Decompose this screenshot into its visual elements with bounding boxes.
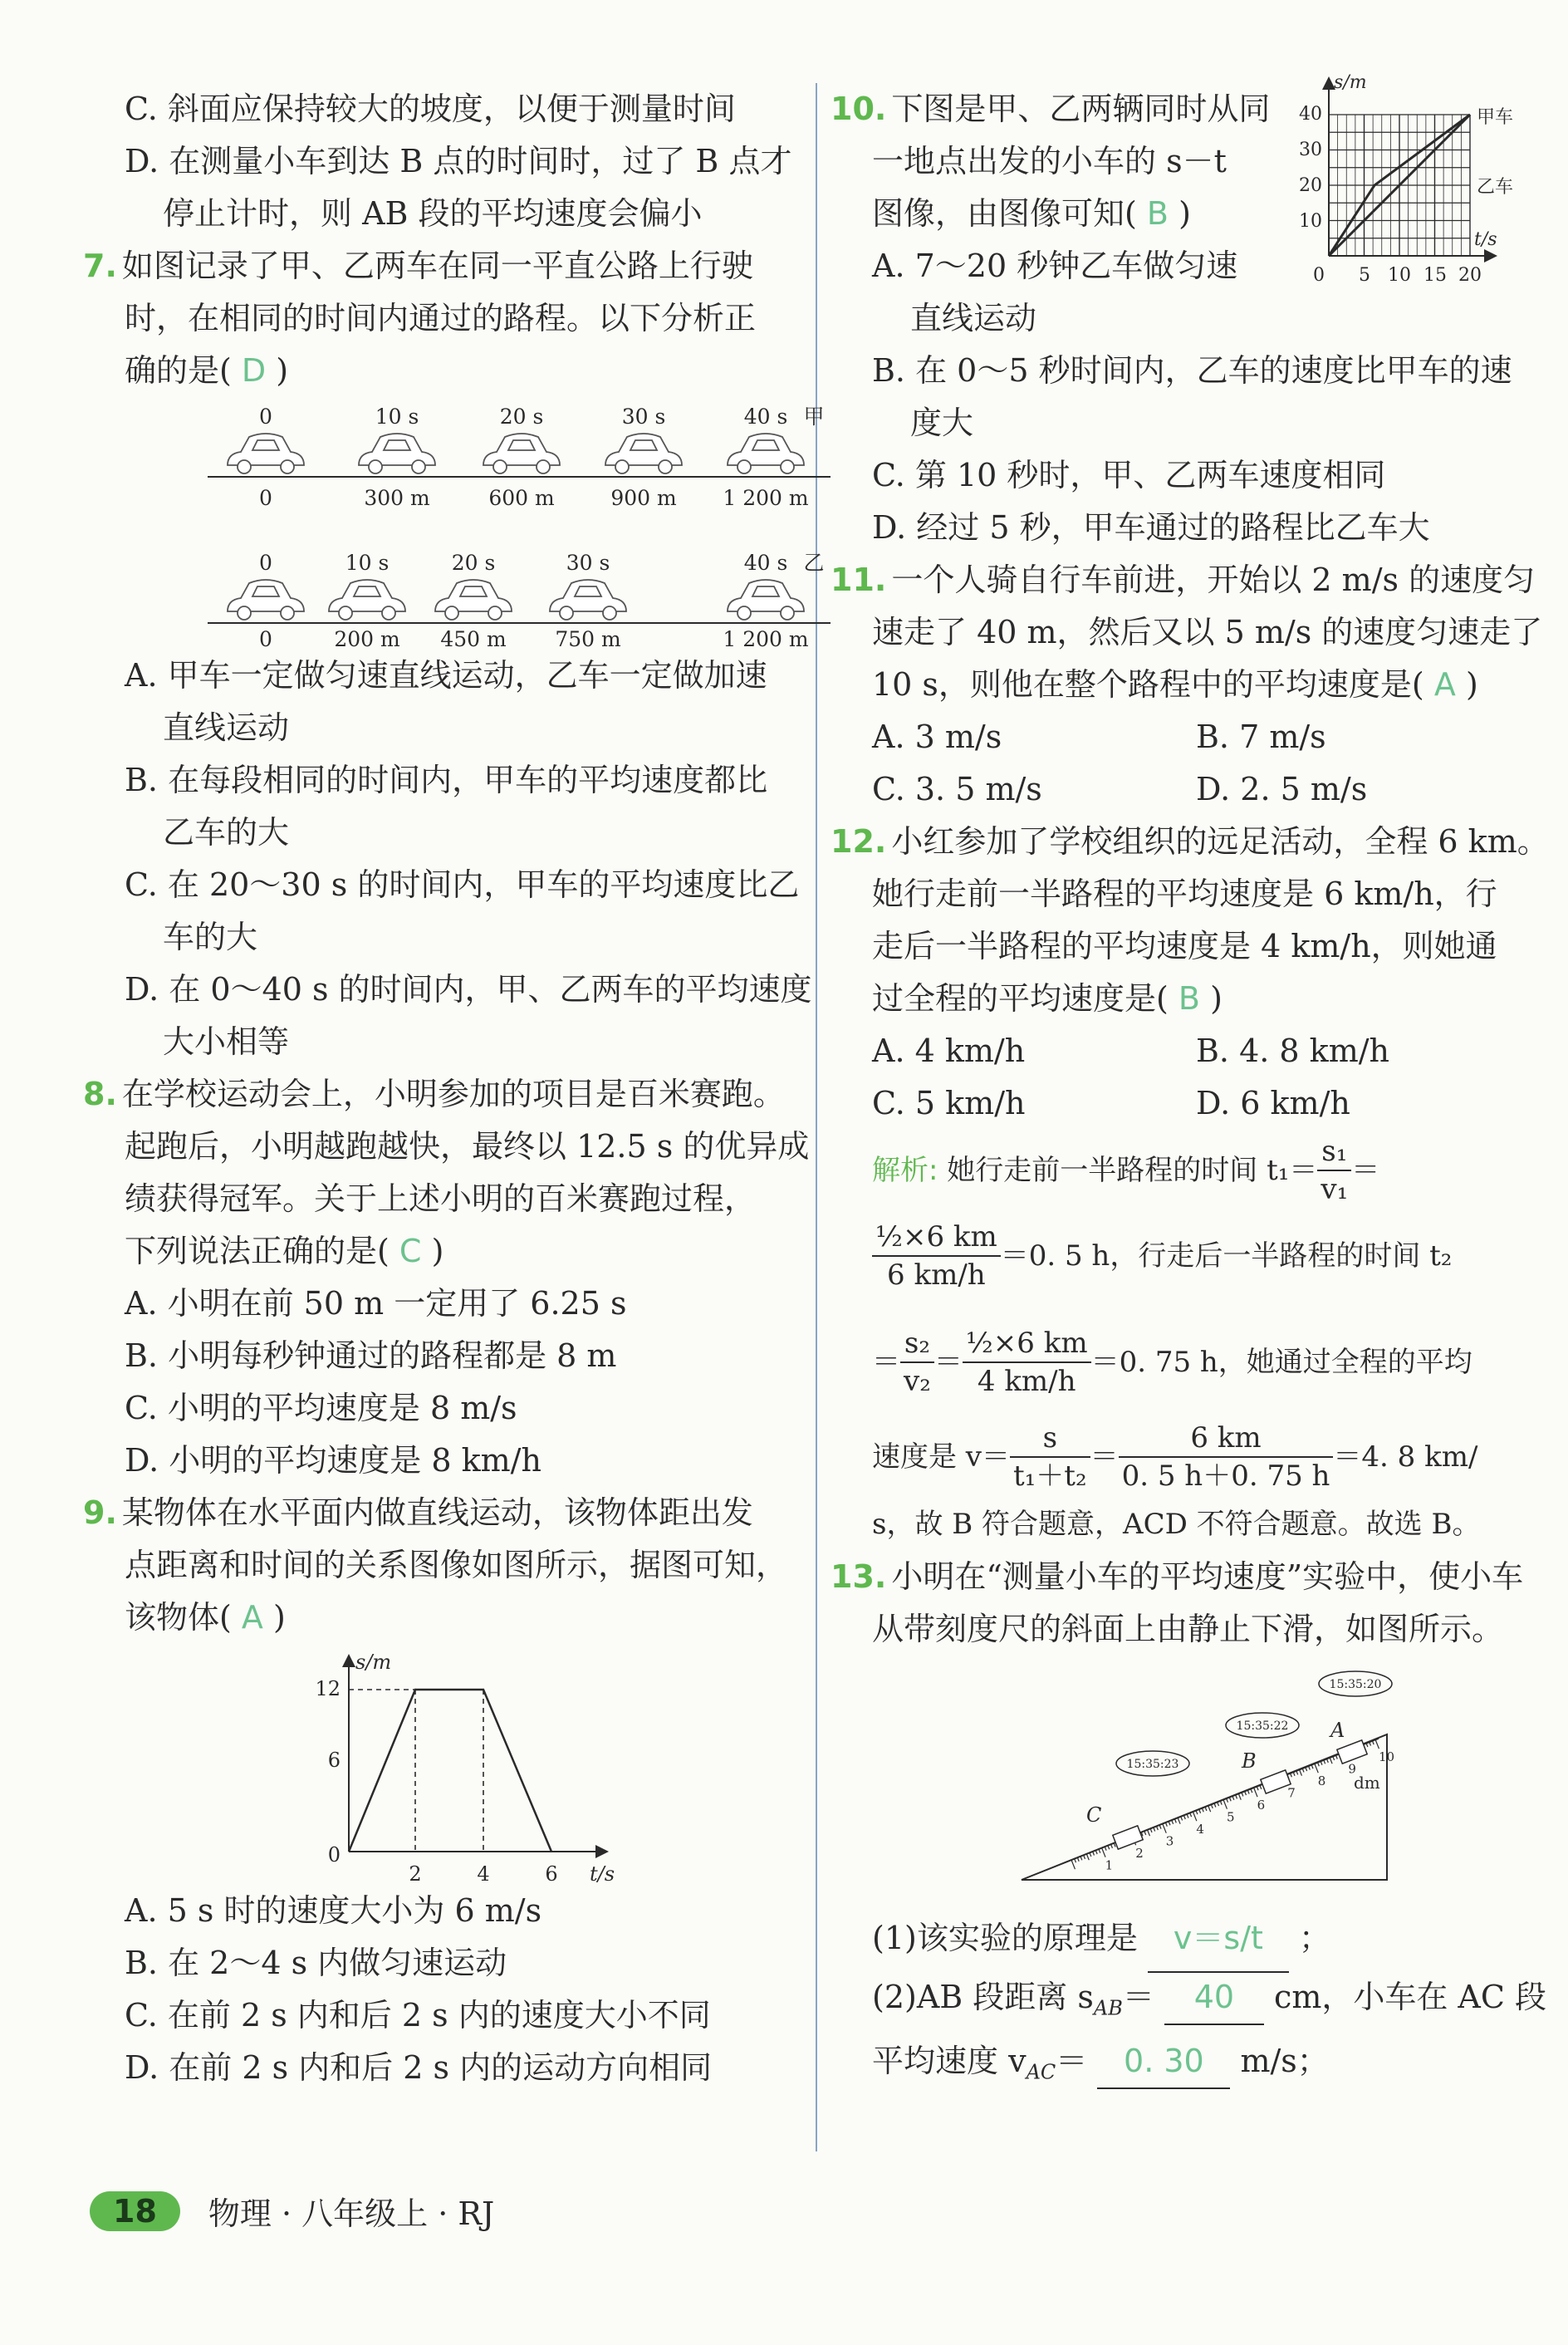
q10-graph-svg — [1299, 66, 1545, 291]
q10-ylabel: s/m — [1334, 72, 1367, 93]
q9-graph-svg — [307, 1644, 623, 1885]
q9-option-c: C. 在前 2 s 内和后 2 s 内的速度大小不同 — [125, 1997, 711, 2033]
q7-option-d: D. 在 0～40 s 的时间内，甲、乙两车的平均速度 — [125, 971, 812, 1008]
ramp-tick-4: 4 — [1196, 1822, 1204, 1837]
q10-xtick-10: 10 — [1388, 265, 1411, 286]
q10-ytick-30: 30 — [1299, 140, 1322, 160]
q10-xtick-0: 0 — [1313, 265, 1325, 286]
jia-time-3: 30 s — [621, 405, 666, 429]
clock-c: 15:35:23 — [1126, 1758, 1179, 1771]
column-divider — [816, 83, 817, 2151]
q7-stem: 7. 如图记录了甲、乙两车在同一平直公路上行驶 — [83, 248, 753, 284]
q12-option-a: A. 4 km/h — [872, 1033, 1026, 1069]
q7-stem-3: 确的是( D ) — [125, 352, 289, 389]
yi-dist-0: 0 — [259, 627, 272, 651]
q12-option-c: C. 5 km/h — [872, 1085, 1026, 1121]
q9-stem-3: 该物体( A ) — [125, 1599, 286, 1636]
jia-time-0: 0 — [259, 405, 272, 429]
ramp-tick-2: 2 — [1135, 1846, 1144, 1861]
q10-xtick-15: 15 — [1423, 265, 1447, 286]
q10-stem-3: 图像，由图像可知( B ) — [872, 195, 1191, 232]
jia-car-4 — [728, 434, 804, 473]
jia-dist-0: 0 — [259, 486, 272, 510]
q12-stem-4: 过全程的平均速度是( B ) — [872, 980, 1223, 1017]
q13-ramp-svg — [1013, 1656, 1395, 1905]
yi-car-2 — [435, 580, 512, 620]
q12-options-ab — [831, 1025, 1545, 1077]
q9-ytick-6: 6 — [327, 1749, 341, 1772]
q13-answer-3: 0. 30 — [1124, 2042, 1204, 2079]
yi-label: 乙 — [803, 551, 825, 575]
yi-time-2: 20 s — [451, 551, 496, 575]
ramp-tick-5: 5 — [1227, 1809, 1235, 1825]
q9-xtick-6: 6 — [545, 1862, 558, 1886]
q9-graph-line — [349, 1690, 551, 1852]
left-column — [83, 83, 825, 2094]
q7-answer: D — [241, 352, 267, 389]
q7-option-b-cont: 乙车的大 — [163, 814, 290, 851]
q11-stem: 11. 一个人骑自行车前进，开始以 2 m/s 的速度匀 — [831, 562, 1536, 598]
q10-option-b-cont: 度大 — [910, 405, 974, 441]
q7-option-b: B. 在每段相同的时间内，甲车的平均速度都比 — [125, 762, 768, 798]
point-a: A — [1330, 1719, 1345, 1742]
q10-answer: B — [1146, 195, 1169, 232]
q13-number: 13. — [831, 1558, 887, 1595]
ramp-tick-9: 9 — [1348, 1761, 1356, 1777]
q10-yi-label: 乙车 — [1477, 177, 1514, 198]
q13-part2: (2)AB 段距离 $s_{AB}= 40$ cm，小车在 AC 段 — [831, 1971, 1545, 2035]
yi-time-3: 30 s — [566, 551, 610, 575]
ramp-tick-7: 7 — [1287, 1785, 1296, 1801]
q13-answer-1: v＝s/t — [1173, 1920, 1263, 1956]
jia-time-1: 10 s — [375, 405, 419, 429]
q13-stem: 13. 小明在“测量小车的平均速度”实验中，使小车 — [831, 1558, 1524, 1595]
q10-graph — [1299, 66, 1545, 291]
q12-option-d: D. 6 km/h — [1196, 1085, 1350, 1121]
q10-option-b: B. 在 0～5 秒时间内，乙车的速度比甲车的速 — [872, 352, 1512, 389]
q12-analysis: 解析: 她行走前一半路程的时间 t₁＝ $\frac{\text{s₁}}{\text{v₁}}$ ＝ $\frac{\text{½×6 km}}{6 km/h}$ ＝0. 5 h，行走后一半路程的时间 t₂ ＝ $\frac{\text{s₂}}{\text{v₂}}$ ＝ $\frac{\text{½×6 km}}{4 km/h}$ ＝0. 75 h，她通过全程的平均 速度是 v＝ $\frac{s}{\text{t₁＋t₂}}$ ＝ $\frac{6 km}{0. 5 h+0. 75 h}$ ＝4. 8 km/ s，故 B 符合题意，ACD 不符合题意。故选 B。 — [831, 1138, 1545, 1551]
q9-xtick-2: 2 — [409, 1862, 422, 1886]
q11-option-d: D. 2. 5 m/s — [1196, 771, 1368, 807]
yi-dist-4: 1 200 m — [723, 627, 809, 651]
q10-xtick-5: 5 — [1359, 265, 1370, 286]
analysis-conclusion: s，故 B 符合题意，ACD 不符合题意。故选 B。 — [872, 1508, 1481, 1541]
q10-stem-2: 一地点出发的小车的 s－t — [872, 143, 1227, 179]
yi-car-1 — [329, 580, 405, 620]
yi-car-0 — [228, 580, 304, 620]
q11-stem-2: 速走了 40 m，然后又以 5 m/s 的速度匀速走了 — [872, 614, 1543, 650]
ramp-tick-1: 1 — [1105, 1857, 1114, 1873]
book-info: 物理 · 八年级上 · RJ — [208, 2195, 495, 2232]
q8-stem-4: 下列说法正确的是( C ) — [125, 1233, 444, 1269]
right-column — [831, 72, 1549, 2098]
jia-time-2: 20 s — [499, 405, 544, 429]
q7-option-a: A. 甲车一定做匀速直线运动，乙车一定做加速 — [125, 657, 767, 694]
q10-number: 10. — [831, 91, 887, 127]
q8-option-c: C. 小明的平均速度是 8 m/s — [125, 1390, 517, 1426]
q7-stem-2: 时，在相同的时间内通过的路程。以下分析正 — [125, 300, 757, 336]
ramp-tick-6: 6 — [1257, 1798, 1266, 1813]
q9-ytick-12: 12 — [315, 1677, 341, 1700]
q6-option-c: C. 斜面应保持较大的坡度，以便于测量时间 — [125, 91, 736, 127]
q11-option-c: C. 3. 5 m/s — [872, 771, 1042, 807]
q9-number: 9. — [83, 1494, 117, 1531]
q13-part1: (1)该实验的原理是 v＝s/t ； — [831, 1905, 1545, 1971]
q10-xlabel: t/s — [1474, 229, 1497, 250]
jia-dist-1: 300 m — [364, 486, 430, 510]
yi-time-0: 0 — [259, 551, 272, 575]
q7-number: 7. — [83, 248, 117, 284]
q13-part2-cont: 平均速度 $v_{AC}= 0$. 30 m/s； — [831, 2035, 1545, 2099]
q9-xtick-4: 4 — [477, 1862, 490, 1886]
q10-ytick-40: 40 — [1299, 104, 1322, 125]
q9-xlabel: t/s — [590, 1862, 615, 1886]
q11-option-a: A. 3 m/s — [872, 719, 1002, 755]
jia-car-3 — [605, 434, 682, 473]
ramp-tick-8: 8 — [1317, 1773, 1326, 1788]
jia-car-0 — [228, 434, 304, 473]
q8-stem-2: 起跑后，小明越跑越快，最终以 12.5 s 的优异成 — [125, 1128, 810, 1165]
q7-car-svg — [141, 397, 825, 651]
point-b: B — [1242, 1749, 1257, 1773]
q9-graph — [307, 1644, 806, 1885]
q9-stem-2: 点距离和时间的关系图像如图所示，据图可知， — [125, 1547, 788, 1583]
q10-ytick-20: 20 — [1299, 175, 1322, 196]
q9-option-d: D. 在前 2 s 内和后 2 s 内的运动方向相同 — [125, 2049, 713, 2086]
jia-car-2 — [483, 434, 560, 473]
q11-number: 11. — [831, 562, 887, 598]
q9-ylabel: s/m — [355, 1651, 392, 1674]
q13-stem-2: 从带刻度尺的斜面上由静止下滑，如图所示。 — [872, 1611, 1504, 1647]
ramp-tick-10: 10 — [1379, 1749, 1395, 1764]
yi-car-3 — [550, 580, 626, 620]
q7-car-figure — [141, 397, 825, 651]
jia-label: 甲 — [803, 405, 825, 429]
q10-xtick-20: 20 — [1458, 265, 1482, 286]
q13-ramp-figure — [1013, 1656, 1545, 1905]
yi-time-1: 10 s — [345, 551, 390, 575]
jia-car-1 — [359, 434, 435, 473]
yi-dist-3: 750 m — [555, 627, 621, 651]
q13-answer-2: 40 — [1193, 1979, 1235, 2015]
q6-option-d: D. 在测量小车到达 B 点的时间时，过了 B 点才 — [125, 143, 792, 179]
q9-option-a: A. 5 s 时的速度大小为 6 m/s — [125, 1892, 542, 1929]
q10-option-a-cont: 直线运动 — [910, 300, 1037, 336]
jia-time-4: 40 s — [743, 405, 788, 429]
q12-option-b: B. 4. 8 km/h — [1196, 1033, 1390, 1069]
q10-stem: 10. 下图是甲、乙两辆同时从同 — [831, 91, 1271, 127]
q6-option-d-cont: 停止计时，则 AB 段的平均速度会偏小 — [163, 195, 703, 232]
clock-a: 15:35:20 — [1329, 1678, 1382, 1691]
ramp-unit: dm — [1354, 1773, 1380, 1793]
clock-b: 15:35:22 — [1236, 1720, 1289, 1733]
q8-answer: C — [399, 1233, 422, 1269]
q7-option-a-cont: 直线运动 — [163, 709, 290, 746]
point-c: C — [1086, 1803, 1102, 1827]
q11-options-cd — [831, 763, 1545, 816]
yi-car-4 — [728, 580, 804, 620]
yi-dist-1: 200 m — [334, 627, 400, 651]
q8-option-d: D. 小明的平均速度是 8 km/h — [125, 1442, 541, 1479]
q11-option-b: B. 7 m/s — [1196, 719, 1326, 755]
q10-ytick-10: 10 — [1299, 211, 1322, 232]
jia-dist-2: 600 m — [488, 486, 555, 510]
q7-option-c-cont: 车的大 — [163, 919, 258, 955]
q8-stem-3: 绩获得冠军。关于上述小明的百米赛跑过程， — [125, 1180, 757, 1217]
q8-option-b: B. 小明每秒钟通过的路程都是 8 m — [125, 1337, 617, 1374]
q11-options-ab — [831, 711, 1545, 763]
q12-answer: B — [1178, 980, 1200, 1017]
q8-stem: 8. 在学校运动会上，小明参加的项目是百米赛跑。 — [83, 1076, 785, 1112]
q10-option-d: D. 经过 5 秒，甲车通过的路程比乙车大 — [872, 509, 1430, 546]
q9-ytick-0: 0 — [327, 1843, 341, 1867]
q12-stem: 12. 小红参加了学校组织的远足活动，全程 6 km。 — [831, 823, 1549, 860]
q12-stem-3: 走后一半路程的平均速度是 4 km/h，则她通 — [872, 928, 1497, 964]
q11-answer: A — [1433, 666, 1456, 703]
q12-number: 12. — [831, 823, 887, 860]
q8-option-a: A. 小明在前 50 m 一定用了 6.25 s — [125, 1285, 627, 1322]
q9-stem: 9. 某物体在水平面内做直线运动，该物体距出发 — [83, 1494, 753, 1531]
jia-dist-3: 900 m — [610, 486, 677, 510]
q12-stem-2: 她行走前一半路程的平均速度是 6 km/h，行 — [872, 876, 1497, 912]
ramp-tick-3: 3 — [1165, 1833, 1174, 1849]
yi-dist-2: 450 m — [440, 627, 507, 651]
q10-jia-label: 甲车 — [1477, 107, 1514, 128]
jia-dist-4: 1 200 m — [723, 486, 809, 510]
yi-time-4: 40 s — [743, 551, 788, 575]
q9-answer: A — [241, 1599, 263, 1636]
q7-option-c: C. 在 20～30 s 的时间内，甲车的平均速度比乙 — [125, 866, 800, 903]
page-footer — [90, 2188, 494, 2234]
q10-option-c: C. 第 10 秒时，甲、乙两车速度相同 — [872, 457, 1386, 493]
analysis-label: 解析: — [872, 1153, 938, 1187]
q9-option-b: B. 在 2～4 s 内做匀速运动 — [125, 1945, 507, 1981]
q10-option-a: A. 7～20 秒钟乙车做匀速 — [872, 248, 1238, 284]
q8-number: 8. — [83, 1076, 117, 1112]
q12-options-cd — [831, 1077, 1545, 1130]
q11-stem-3: 10 s，则他在整个路程中的平均速度是( A ) — [872, 666, 1478, 703]
page-number: 18 — [90, 2191, 180, 2231]
q7-option-d-cont: 大小相等 — [163, 1023, 290, 1060]
